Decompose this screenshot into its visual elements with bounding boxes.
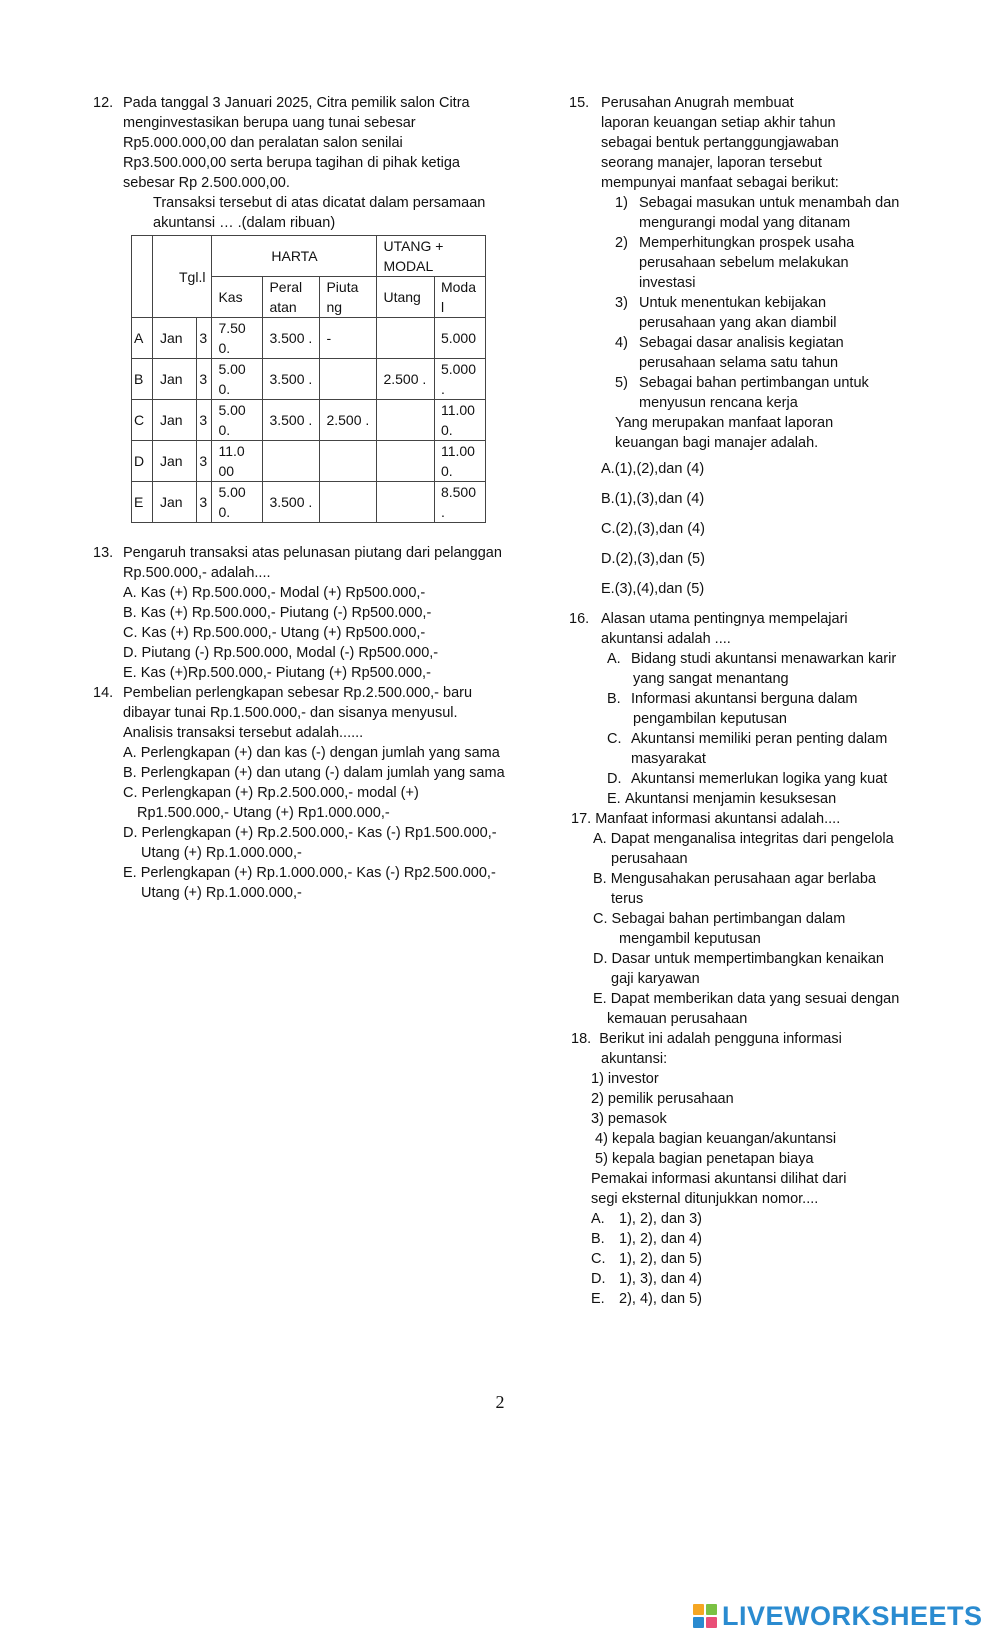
option-line: C. Perlengkapan (+) Rp.2.500.000,- modal (+)	[123, 785, 419, 801]
option-b[interactable]: B. Kas (+) Rp.500.000,- Piutang (-) Rp500.000,-	[123, 605, 432, 621]
list-item	[601, 193, 911, 233]
option-line: Utang (+) Rp.1.000.000,-	[141, 845, 302, 861]
row-day: 3	[197, 441, 212, 482]
logo-square	[706, 1617, 717, 1628]
question-number: 12.	[93, 95, 114, 111]
right-column	[571, 93, 911, 1309]
row-kas: 5.00 0.	[212, 359, 263, 400]
option-letter: A.	[591, 1211, 605, 1227]
header-utang-modal: UTANG + MODAL	[377, 236, 486, 277]
option-a[interactable]: A.(1),(2),dan (4)	[601, 461, 705, 477]
option-line: Akuntansi memerlukan logika yang kuat	[631, 771, 888, 787]
list-item: 1) investor	[591, 1071, 659, 1087]
text-line: akuntansi:	[601, 1051, 668, 1067]
options	[601, 459, 911, 599]
option-text: 2), 4), dan 5)	[619, 1291, 703, 1307]
list-item: 2) pemilik perusahaan	[591, 1091, 734, 1107]
row-peralatan: 3.500 .	[263, 318, 320, 359]
text-line: Transaksi tersebut di atas dicatat dalam persamaan	[153, 195, 486, 211]
list-item: 3) pemasok	[591, 1111, 667, 1127]
option-d[interactable]: D. Piutang (-) Rp.500.000, Modal (-) Rp500.000,-	[123, 645, 439, 661]
text-line: keuangan bagi manajer adalah.	[615, 435, 819, 451]
option-text: 1), 2), dan 3)	[619, 1211, 703, 1227]
question-13	[93, 543, 513, 683]
text-line: Pembelian perlengkapan sebesar Rp.2.500.000,- baru	[123, 685, 473, 701]
option-line: Rp1.500.000,- Utang (+) Rp1.000.000,-	[137, 805, 390, 821]
question-17	[571, 809, 911, 1029]
row-month: Jan	[153, 441, 197, 482]
text-line: Pemakai informasi akuntansi dilihat dari	[591, 1171, 847, 1187]
header-tgl: Tgl.l	[153, 236, 212, 318]
option-letter: C.	[607, 731, 622, 747]
option-line: terus	[611, 891, 644, 907]
text-line: Pada tanggal 3 Januari 2025, Citra pemilik salon Citra	[123, 95, 470, 111]
option-line: D. Dasar untuk mempertimbangkan kenaikan	[593, 951, 884, 967]
question-text	[601, 93, 847, 193]
option-line: pengambilan keputusan	[633, 711, 787, 727]
option-text: 1), 2), dan 4)	[619, 1231, 703, 1247]
question-number: 17.	[571, 811, 592, 827]
text-line-justified: Perusahan Anugrah membuat	[601, 95, 794, 111]
list-item	[601, 333, 911, 373]
header-piutang: Piuta ng	[320, 277, 377, 318]
row-kas: 11.0 00	[212, 441, 263, 482]
row-utang	[377, 482, 435, 523]
option-line: E. Dapat memberikan data yang sesuai dengan	[593, 991, 900, 1007]
text-line: seorang manajer, laporan tersebut	[601, 155, 822, 171]
text-line: akuntansi … .(dalam ribuan)	[153, 215, 336, 231]
option-line: C. Sebagai bahan pertimbangan dalam	[593, 911, 846, 927]
item-line: menyusun rencana kerja	[639, 395, 798, 411]
row-month: Jan	[153, 359, 197, 400]
text-line	[601, 93, 847, 113]
row-month: Jan	[153, 400, 197, 441]
option-line: B. Mengusahakan perusahaan agar berlaba	[593, 871, 876, 887]
option-c[interactable]	[593, 909, 911, 949]
text-line: akuntansi adalah ....	[601, 631, 731, 647]
option-c[interactable]: C.(2),(3),dan (4)	[601, 521, 705, 537]
table-row	[132, 359, 486, 400]
options	[571, 829, 911, 1029]
option-line: Bidang studi akuntansi menawarkan karir	[631, 651, 897, 667]
text-line: Rp.500.000,- adalah....	[123, 565, 271, 581]
row-piutang	[320, 482, 377, 523]
table-row	[132, 482, 486, 523]
row-month: Jan	[153, 318, 197, 359]
header-modal: Moda l	[434, 277, 485, 318]
text-line: Alasan utama pentingnya mempelajari	[601, 611, 848, 627]
option-d[interactable]	[123, 823, 513, 863]
option-a[interactable]: A. Perlengkapan (+) dan kas (-) dengan jumlah yang sama	[123, 745, 500, 761]
manfaat-list	[601, 193, 911, 413]
option-c[interactable]	[607, 729, 911, 769]
option-letter: B.	[607, 691, 621, 707]
option-a[interactable]: A. Kas (+) Rp.500.000,- Modal (+) Rp500.000,-	[123, 585, 426, 601]
header-kas: Kas	[212, 277, 263, 318]
list-item	[601, 293, 911, 333]
row-utang	[377, 400, 435, 441]
option-b[interactable]	[591, 1229, 911, 1249]
option-d[interactable]	[593, 949, 911, 989]
option-line: Akuntansi menjamin kesuksesan	[625, 791, 837, 807]
item-line: Sebagai bahan pertimbangan untuk	[639, 375, 869, 391]
option-letter: B.	[591, 1231, 605, 1247]
row-utang	[377, 441, 435, 482]
item-line: investasi	[639, 275, 696, 291]
option-text: 1), 2), dan 5)	[619, 1251, 703, 1267]
text-line: mempunyai manfaat sebagai berikut:	[601, 175, 839, 191]
text-line: Analisis transaksi tersebut adalah......	[123, 725, 364, 741]
question-text	[123, 93, 513, 193]
user-list	[571, 1069, 911, 1309]
table-cell	[132, 236, 153, 318]
row-day: 3	[197, 400, 212, 441]
page-number: 2	[495, 1392, 505, 1412]
option-line: A. Dapat menganalisa integritas dari pengelola	[593, 831, 894, 847]
row-option: A	[132, 318, 153, 359]
question-stem	[601, 413, 911, 453]
row-piutang	[320, 441, 377, 482]
option-line: mengambil keputusan	[619, 931, 761, 947]
question-14	[93, 683, 513, 903]
text-line: dibayar tunai Rp.1.500.000,- dan sisanya menyusul.	[123, 705, 458, 721]
question-number: 18.	[571, 1031, 592, 1047]
row-option: E	[132, 482, 153, 523]
left-column	[93, 93, 513, 903]
options	[601, 649, 911, 809]
text-line: sebagai bentuk pertanggungjawaban	[601, 135, 839, 151]
option-line: masyarakat	[631, 751, 706, 767]
option-letter: E.	[591, 1291, 605, 1307]
row-utang	[377, 318, 435, 359]
header-harta: HARTA	[212, 236, 377, 277]
list-item	[601, 233, 911, 293]
option-letter: D.	[591, 1271, 606, 1287]
question-subtext	[123, 193, 513, 233]
table-row	[132, 318, 486, 359]
row-option: D	[132, 441, 153, 482]
table-row	[132, 441, 486, 482]
item-number: 5)	[615, 375, 628, 391]
row-modal: 5.000	[434, 318, 485, 359]
option-e[interactable]	[593, 989, 911, 1029]
question-number: 13.	[93, 545, 114, 561]
row-day: 3	[197, 318, 212, 359]
option-e[interactable]	[591, 1289, 911, 1309]
option-d[interactable]	[591, 1269, 911, 1289]
row-piutang: 2.500 .	[320, 400, 377, 441]
question-18	[571, 1029, 911, 1309]
option-letter: D.	[607, 771, 622, 787]
item-line: perusahaan yang akan diambil	[639, 315, 837, 331]
option-b[interactable]	[593, 869, 911, 909]
text-line: sebesar Rp 2.500.000,00.	[123, 175, 290, 191]
option-c[interactable]	[591, 1249, 911, 1269]
option-line: Utang (+) Rp.1.000.000,-	[141, 885, 302, 901]
option-letter: E.	[607, 791, 621, 807]
liveworksheets-logo[interactable]	[693, 1601, 983, 1631]
question-12	[93, 93, 513, 233]
item-number: 3)	[615, 295, 628, 311]
option-line: yang sangat menantang	[633, 671, 789, 687]
option-line: gaji karyawan	[611, 971, 700, 987]
text-line: segi eksternal ditunjukkan nomor....	[591, 1191, 819, 1207]
text-line: Rp5.000.000,00 dan peralatan salon senilai	[123, 135, 403, 151]
option-line: kemauan perusahaan	[607, 1011, 748, 1027]
text-line: Pengaruh transaksi atas pelunasan piutang dari pelanggan	[123, 545, 502, 561]
row-day: 3	[197, 359, 212, 400]
row-option: B	[132, 359, 153, 400]
logo-icon	[693, 1604, 717, 1628]
item-number: 4)	[615, 335, 628, 351]
row-utang: 2.500 .	[377, 359, 435, 400]
item-number: 1)	[615, 195, 628, 211]
row-peralatan	[263, 441, 320, 482]
option-e[interactable]: E.(3),(4),dan (5)	[601, 581, 705, 597]
row-option: C	[132, 400, 153, 441]
option-d[interactable]	[607, 769, 911, 789]
row-kas: 5.00 0.	[212, 400, 263, 441]
text-line: laporan keuangan setiap akhir tahun	[601, 115, 836, 131]
row-piutang: -	[320, 318, 377, 359]
option-c[interactable]: C. Kas (+) Rp.500.000,- Utang (+) Rp500.000,-	[123, 625, 426, 641]
option-line: Informasi akuntansi berguna dalam	[631, 691, 858, 707]
logo-square	[693, 1617, 704, 1628]
header-peralatan: Peral atan	[263, 277, 320, 318]
item-line: Sebagai masukan untuk menambah dan	[639, 195, 900, 211]
row-day: 3	[197, 482, 212, 523]
option-text: 1), 3), dan 4)	[619, 1271, 703, 1287]
option-line: Akuntansi memiliki peran penting dalam	[631, 731, 888, 747]
item-line: Memperhitungkan prospek usaha	[639, 235, 855, 251]
row-peralatan: 3.500 .	[263, 359, 320, 400]
option-letter: C.	[591, 1251, 606, 1267]
item-number: 2)	[615, 235, 628, 251]
logo-square	[706, 1604, 717, 1615]
row-piutang	[320, 359, 377, 400]
option-b[interactable]	[607, 689, 911, 729]
option-d[interactable]: D.(2),(3),dan (5)	[601, 551, 705, 567]
row-peralatan: 3.500 .	[263, 482, 320, 523]
option-c[interactable]	[123, 783, 513, 823]
question-number: 14.	[93, 685, 114, 701]
option-b[interactable]: B. Perlengkapan (+) dan utang (-) dalam jumlah yang sama	[123, 765, 505, 781]
row-modal: 11.00 0.	[434, 400, 485, 441]
option-e[interactable]: E. Kas (+)Rp.500.000,- Piutang (+) Rp500.000,-	[123, 665, 431, 681]
header-utang: Utang	[377, 277, 435, 318]
row-kas: 5.00 0.	[212, 482, 263, 523]
list-item	[601, 373, 911, 413]
option-a[interactable]	[607, 649, 911, 689]
logo-square	[693, 1604, 704, 1615]
option-letter: A.	[607, 651, 621, 667]
option-e[interactable]	[607, 789, 911, 809]
text-line: menginvestasikan berupa uang tunai sebesar	[123, 115, 416, 131]
row-modal: 5.000 .	[434, 359, 485, 400]
item-line: Untuk menentukan kebijakan	[639, 295, 827, 311]
option-line: E. Perlengkapan (+) Rp.1.000.000,- Kas (-) Rp2.500.000,-	[123, 865, 496, 881]
text-line: Berikut ini adalah pengguna informasi	[599, 1031, 842, 1047]
option-a[interactable]	[593, 829, 911, 869]
question-16	[571, 609, 911, 809]
question-text	[571, 1029, 911, 1049]
item-line: mengurangi modal yang ditanam	[639, 215, 851, 231]
option-a[interactable]	[591, 1209, 911, 1229]
row-modal: 8.500 .	[434, 482, 485, 523]
item-line: Sebagai dasar analisis kegiatan	[639, 335, 844, 351]
row-kas: 7.50 0.	[212, 318, 263, 359]
option-e[interactable]	[123, 863, 513, 903]
item-line: perusahaan sebelum melakukan	[639, 255, 849, 271]
option-line: perusahaan	[611, 851, 688, 867]
question-15	[571, 93, 911, 599]
option-b[interactable]: B.(1),(3),dan (4)	[601, 491, 705, 507]
item-line: perusahaan selama satu tahun	[639, 355, 839, 371]
row-modal: 11.00 0.	[434, 441, 485, 482]
table-row	[132, 400, 486, 441]
brand-name: LIVEWORKSHEETS	[722, 1601, 983, 1631]
list-item: 4) kepala bagian keuangan/akuntansi	[591, 1131, 837, 1147]
text-line: Rp3.500.000,00 serta berupa tagihan di pihak ketiga	[123, 155, 460, 171]
row-month: Jan	[153, 482, 197, 523]
question-number: 16.	[569, 611, 590, 627]
row-peralatan: 3.500 .	[263, 400, 320, 441]
list-item: 5) kepala bagian penetapan biaya	[591, 1151, 814, 1167]
option-line: D. Perlengkapan (+) Rp.2.500.000,- Kas (-) Rp1.500.000,-	[123, 825, 497, 841]
accounting-equation-table	[131, 235, 486, 523]
question-number: 15.	[569, 95, 590, 111]
text-line: Yang merupakan manfaat laporan	[615, 415, 834, 431]
question-stem: Manfaat informasi akuntansi adalah....	[595, 811, 841, 827]
